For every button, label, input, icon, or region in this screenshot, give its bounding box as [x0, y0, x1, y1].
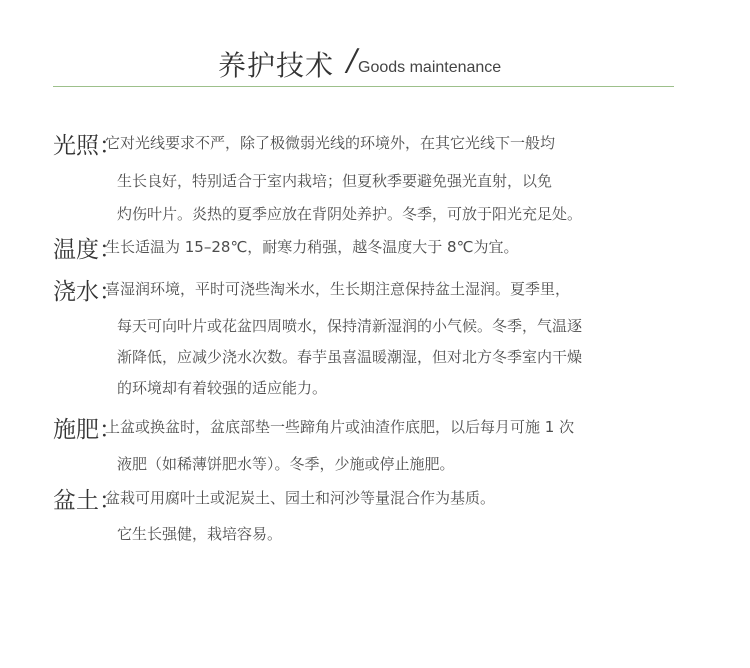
section-text-line: 液肥（如稀薄饼肥水等）。冬季，少施或停止施肥。: [117, 455, 455, 473]
section-text-line: 渐降低，应减少浇水次数。春芋虽喜温暖潮湿，但对北方冬季室内干燥: [117, 348, 583, 366]
page-header: [0, 40, 750, 80]
section-label: 盆土：: [53, 488, 122, 514]
section-label: 温度：: [53, 237, 122, 263]
section-label: 光照：: [53, 133, 122, 159]
section-text-line: 上盆或换盆时，盆底部垫一些蹄角片或油渣作底肥，以后每月可施 1 次: [105, 418, 575, 436]
section-text-line: 喜湿润环境，平时可浇些淘米水，生长期注意保持盆土湿润。夏季里，: [105, 280, 571, 298]
title-separator: /: [347, 43, 358, 78]
section-text-line: 的环境却有着较强的适应能力。: [117, 379, 328, 397]
section-text-line: 它对光线要求不严，除了极微弱光线的环境外，在其它光线下一般均: [105, 134, 556, 152]
section-text-line: 灼伤叶片。炎热的夏季应放在背阴处养护。冬季，可放于阳光充足处。: [117, 205, 583, 223]
section-text-line: 它生长强健，栽培容易。: [117, 525, 283, 543]
section-text-line: 生长良好，特别适合于室内栽培；但夏秋季要避免强光直射，以免: [117, 172, 553, 190]
section-label: 施肥：: [53, 417, 122, 443]
section-text-line: 生长适温为 15–28℃，耐寒力稍强，越冬温度大于 8℃为宜。: [105, 238, 519, 256]
section-text-line: 盆栽可用腐叶土或泥炭土、园土和河沙等量混合作为基质。: [105, 489, 496, 507]
section-label: 浇水：: [53, 279, 122, 305]
title-divider: [53, 86, 674, 87]
page-title: 养护技术: [218, 49, 335, 82]
page-subtitle: Goods maintenance: [358, 59, 502, 76]
section-text-line: 每天可向叶片或花盆四周喷水，保持清新湿润的小气候。冬季，气温逐: [117, 317, 583, 335]
